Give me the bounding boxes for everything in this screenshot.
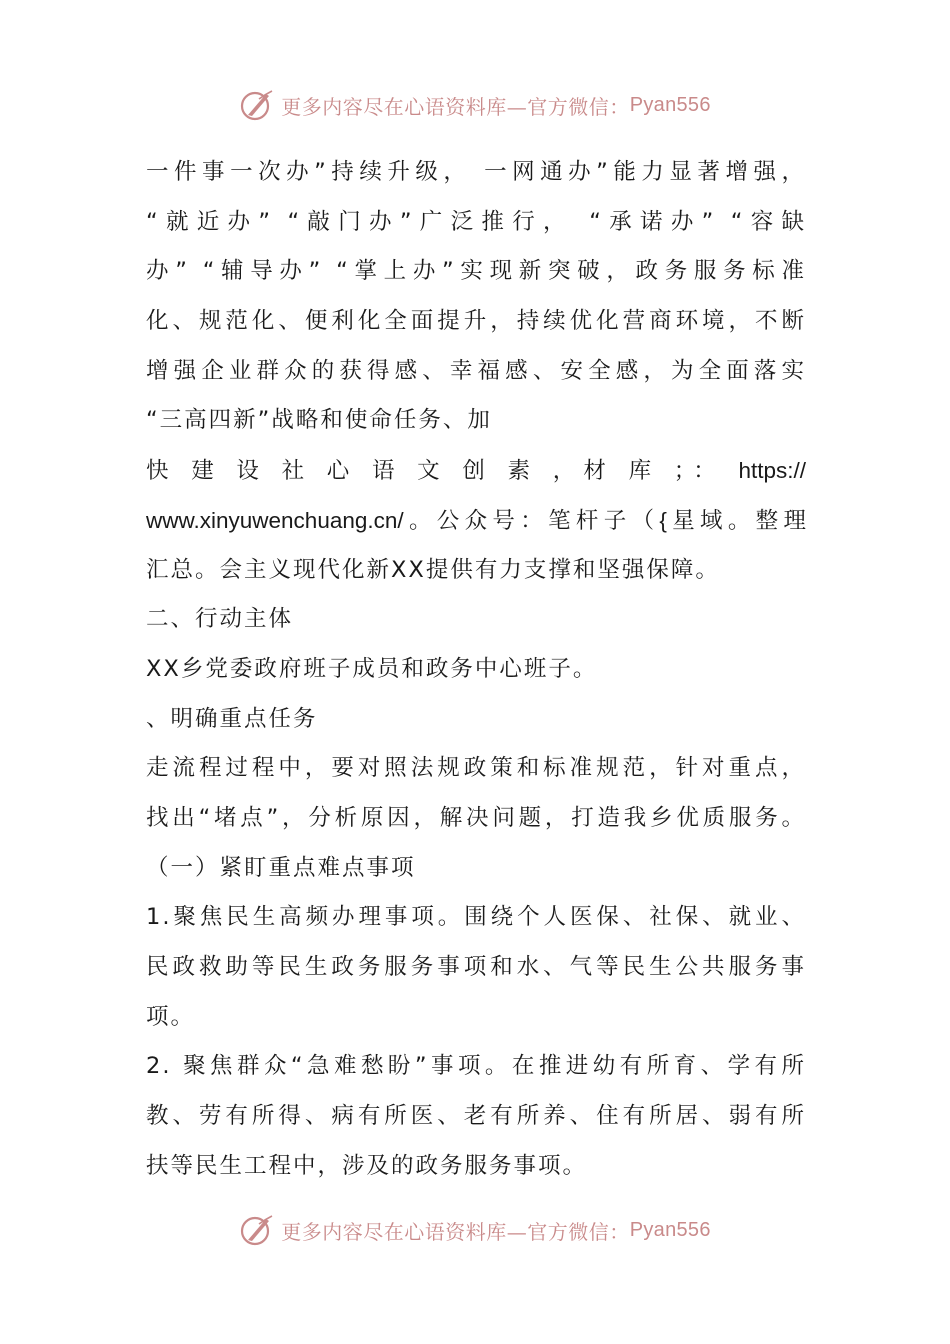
watermark-footer	[0, 1210, 950, 1250]
text-line: 快 建 设 社 心 语 文 创 素 ，材 库 ；： https://	[146, 458, 806, 484]
document-body	[146, 148, 806, 1191]
text-line: 汇总。会主义现代化新XX提供有力支撑和坚强保障。	[146, 556, 720, 583]
watermark-wechat-id: Pyan556	[629, 93, 711, 116]
watermark-header	[0, 85, 950, 125]
watermark-text: 更多内容尽在心语资料库—官方微信：	[281, 94, 630, 119]
text-line: 教、劳有所得、病有所医、老有所养、住有所居、弱有所	[146, 1103, 806, 1130]
subsection-heading: （一）紧盯重点难点事项	[146, 854, 416, 881]
text-line: 民政救助等民生政务服务事项和水、气等民生公共服务事	[146, 954, 806, 980]
text-line: 办” “辅导办” “掌上办”实现新突破，政务服务标准	[146, 258, 806, 285]
quill-logo-icon	[239, 1212, 275, 1248]
section-heading: 二、行动主体	[146, 606, 294, 633]
text-line: 找出“堵点”，分析原因，解决问题，打造我乡优质服务。	[146, 804, 806, 831]
text-line: 项。	[146, 1003, 196, 1030]
text-line: 化、规范化、便利化全面提升，持续优化营商环境，不断	[146, 308, 806, 335]
watermark-text: 更多内容尽在心语资料库—官方微信：	[281, 1219, 630, 1244]
watermark-wechat-id: Pyan556	[629, 1218, 711, 1241]
text-line: 一件事一次办”持续升级， 一网通办”能力显著增强，	[146, 159, 806, 185]
text-line: “三高四新”战略和使命任务、加	[146, 407, 492, 434]
section-heading: 、明确重点任务	[146, 705, 318, 732]
text-line: www.xinyuwenchuang.cn/。公众号：笔杆子（{星域。整理	[146, 507, 806, 533]
text-line: 增强企业群众的获得感、幸福感、安全感，为全面落实	[146, 357, 806, 384]
text-line: XX乡党委政府班子成员和政务中心班子。	[146, 655, 598, 682]
text-line: 1.聚焦民生高频办理事项。围绕个人医保、社保、就业、	[146, 904, 806, 931]
text-line: 走流程过程中，要对照法规政策和标准规范，针对重点，	[146, 755, 806, 782]
text-line: 2. 聚焦群众“急难愁盼”事项。在推进幼有所育、学有所	[146, 1053, 806, 1080]
quill-logo-icon	[239, 87, 275, 123]
text-line: “就近办” “敲门办”广泛推行， “承诺办” “容缺	[146, 208, 806, 235]
text-line: 扶等民生工程中，涉及的政务服务事项。	[146, 1152, 588, 1179]
